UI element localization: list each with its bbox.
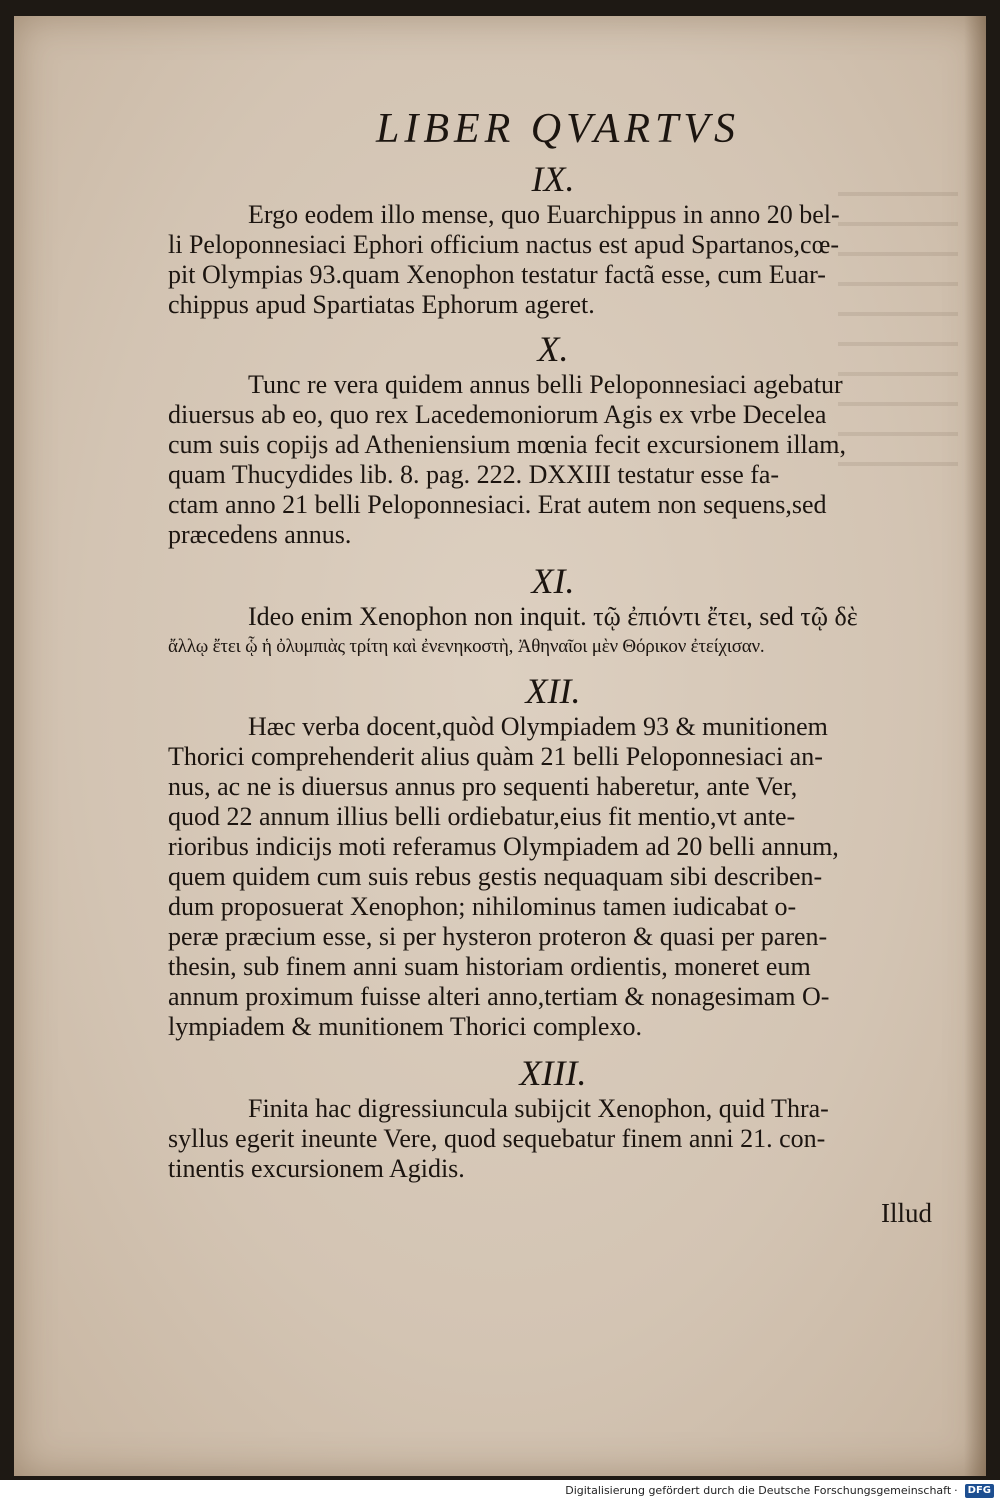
text-line: pit Olympias 93.quam Xenophon testatur factã esse, cum Euar- bbox=[168, 260, 826, 289]
text-line: annum proximum fuisse alteri anno,tertiam & nonagesimam O- bbox=[168, 982, 830, 1011]
section-number-xii: XII. bbox=[525, 671, 581, 711]
section-number-x: X. bbox=[537, 329, 569, 369]
text-line: li Peloponnesiaci Ephori officium nactus est apud Spartanos,cœ- bbox=[168, 230, 840, 259]
section-number-xi: XI. bbox=[531, 561, 575, 601]
text-line: quem quidem cum suis rebus gestis nequaquam sibi describen- bbox=[168, 862, 823, 891]
section-ix-paragraph bbox=[168, 200, 938, 320]
separator-dot: · bbox=[954, 1484, 958, 1497]
text-line: ctam anno 21 belli Peloponnesiaci. Erat autem non sequens,sed bbox=[168, 490, 827, 519]
text-line: nus, ac ne is diuersus annus pro sequenti haberetur, ante Ver, bbox=[168, 772, 798, 801]
text-line: Ideo enim Xenophon non inquit. τῷ ἐπιόντι ἔτει, sed τῷ δὲ bbox=[248, 602, 858, 631]
section-xiii-paragraph bbox=[168, 1094, 938, 1184]
text-line: Ergo eodem illo mense, quo Euarchippus in anno 20 bel- bbox=[248, 200, 840, 229]
greek-line: ἄλλῳ ἔτει ᾧ ἡ ὀλυμπιὰς τρίτη καὶ ἐνενηκοστὴ, Ἀθηναῖοι μὲν Θόρικον ἐτείχισαν. bbox=[168, 636, 765, 657]
running-head: LIBER QVARTVS bbox=[375, 106, 740, 152]
text-block bbox=[168, 100, 938, 1229]
credit-text: Digitalisierung gefördert durch die Deutsche Forschungsgemeinschaft bbox=[565, 1484, 952, 1497]
page-edge-shadow bbox=[964, 16, 986, 1476]
text-line: rioribus indicijs moti referamus Olympiadem ad 20 belli annum, bbox=[168, 832, 839, 861]
text-line: præcedens annus. bbox=[168, 520, 352, 549]
section-xii-paragraph bbox=[168, 712, 938, 1042]
section-number-xiii: XIII. bbox=[519, 1053, 587, 1093]
text-line: Tunc re vera quidem annus belli Peloponnesiaci agebatur bbox=[248, 370, 843, 399]
text-line: dum proposuerat Xenophon; nihilominus tamen iudicabat o- bbox=[168, 892, 797, 921]
text-line: Finita hac digressiuncula subijcit Xenophon, quid Thra- bbox=[248, 1094, 829, 1123]
text-line: tinentis excursionem Agidis. bbox=[168, 1154, 465, 1183]
text-line: peræ præcium esse, si per hysteron proteron & quasi per paren- bbox=[168, 922, 828, 951]
text-line: thesin, sub finem anni suam historiam ordientis, moneret eum bbox=[168, 952, 811, 981]
text-line: Thorici comprehenderit alius quàm 21 belli Peloponnesiaci an- bbox=[168, 742, 823, 771]
dfg-logo-icon: DFG bbox=[965, 1484, 994, 1498]
text-line: lympiadem & munitionem Thorici complexo. bbox=[168, 1012, 642, 1041]
section-x-paragraph bbox=[168, 370, 938, 550]
text-line: syllus egerit ineunte Vere, quod sequebatur finem anni 21. con- bbox=[168, 1124, 826, 1153]
text-line: cum suis copijs ad Atheniensium mœnia fecit excursionem illam, bbox=[168, 430, 847, 459]
text-line: Hæc verba docent,quòd Olympiadem 93 & munitionem bbox=[248, 712, 828, 741]
section-number-ix: IX. bbox=[531, 159, 575, 199]
section-xi-paragraph bbox=[168, 602, 938, 662]
text-line: diuersus ab eo, quo rex Lacedemoniorum Agis ex vrbe Decelea bbox=[168, 400, 827, 429]
text-line: quam Thucydides lib. 8. pag. 222. DXXIII testatur esse fa- bbox=[168, 460, 780, 489]
digitization-credit-bar bbox=[0, 1480, 1000, 1501]
text-line: quod 22 annum illius belli ordiebatur,eius fit mentio,vt ante- bbox=[168, 802, 796, 831]
catchword: Illud bbox=[881, 1198, 932, 1228]
text-line: chippus apud Spartiatas Ephorum ageret. bbox=[168, 290, 595, 319]
